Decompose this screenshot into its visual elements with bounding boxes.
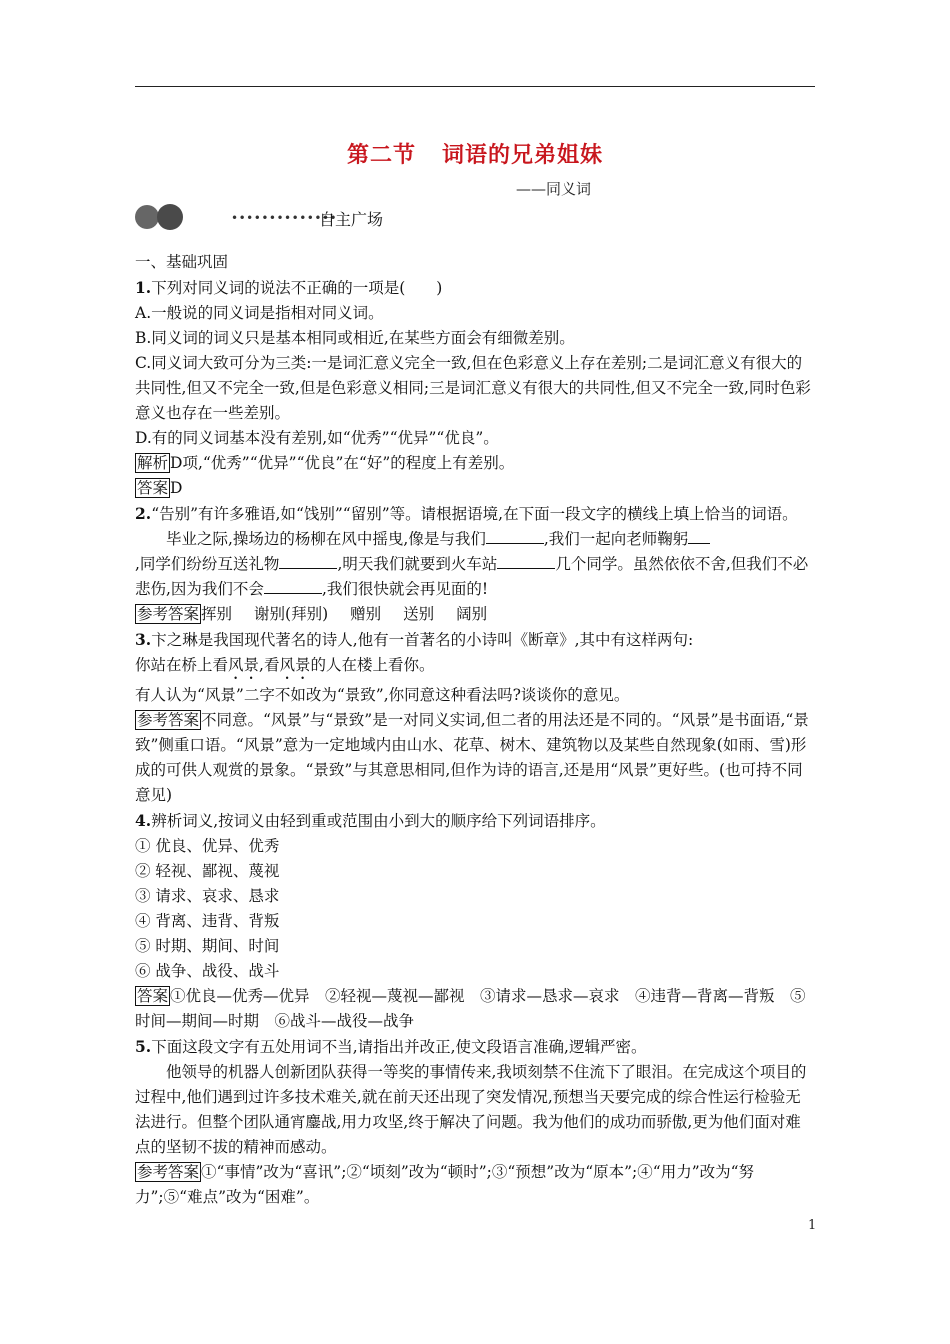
answer bbox=[135, 476, 815, 501]
answer-item: 挥别 bbox=[201, 605, 233, 623]
title-main: 词语的兄弟姐妹 bbox=[442, 142, 604, 168]
banner-circle-icon bbox=[157, 204, 183, 230]
blank-2 bbox=[688, 529, 710, 544]
analysis bbox=[135, 451, 815, 476]
answer-item: 阔别 bbox=[456, 605, 488, 623]
section-heading: 一、基础巩固 bbox=[135, 253, 229, 271]
header-rule bbox=[135, 86, 815, 87]
answer-tag: 参考答案 bbox=[137, 605, 200, 623]
passage: 他领导的机器人创新团队获得一等奖的事情传来,我顷刻禁不住流下了眼泪。在完成这个项目的过程中,他们遇到过许多技术难关,就在前天还出现了突发情况,预想当天要完成的综合性运行检验无法进行。但整个团队通宵鏖战,用力攻坚,终于解决了问题。我为他们的成功而骄傲,更为他们面对难点的坚韧不拔的精神而感动。 bbox=[135, 1063, 807, 1156]
emphasis-word: 风景 bbox=[279, 656, 311, 674]
list-item: ① 优良、优异、优秀 bbox=[135, 837, 280, 855]
question-stem: “告别”有许多雅语,如“饯别”“留别”等。请根据语境,在下面一段文字的横线上填上恰当的词语。 bbox=[151, 505, 798, 523]
question-number: 3. bbox=[135, 630, 152, 649]
banner-dots: •••••••••••••• bbox=[231, 211, 338, 225]
answer-tag: 参考答案 bbox=[137, 711, 200, 729]
exercise-content bbox=[135, 250, 815, 1210]
answer-text: 不同意。“风景”与“景致”是一对同义实词,但二者的用法还是不同的。“风景”是书面语,“景致”侧重口语。“风景”意为一定地域内由山水、花草、树木、建筑物以及某些自然现象(如雨、雪)形成的可供人观赏的景象。“景致”与其意思相同,但作为诗的语言,还是用“风景”更好些。(也可持不同意见) bbox=[135, 711, 809, 804]
question-1 bbox=[135, 275, 815, 301]
question-stem: 下列对同义词的说法不正确的一项是( ) bbox=[151, 279, 443, 297]
question-3 bbox=[135, 627, 815, 653]
answer-item: 赠别 bbox=[350, 605, 382, 623]
banner-circle-icon bbox=[135, 205, 159, 229]
answer-tag: 参考答案 bbox=[137, 1163, 200, 1181]
title-section: 第二节 bbox=[346, 142, 416, 168]
blank-3 bbox=[279, 554, 337, 569]
list-item: ⑤ 时期、期间、时间 bbox=[135, 937, 280, 955]
list-item: ③ 请求、哀求、恳求 bbox=[135, 887, 280, 905]
answer-text: ①优良—优秀—优异 ②轻视—蔑视—鄙视 ③请求—恳求—哀求 ④违背—背离—背叛 ⑤时间—期间—时期 ⑥战斗—战役—战争 bbox=[135, 987, 806, 1030]
answer-item: 谢别(拜别) bbox=[254, 605, 329, 623]
emphasis-word: 风景 bbox=[228, 656, 260, 674]
banner-label: 自主广场 bbox=[319, 210, 384, 229]
page-number: 1 bbox=[808, 1218, 817, 1233]
poem-lines: 你站在桥上看风景,看风景的人在楼上看你。 bbox=[135, 656, 435, 674]
question-number: 1. bbox=[135, 278, 152, 297]
option-b: B.同义词的词义只是基本相同或相近,在某些方面会有细微差别。 bbox=[135, 329, 575, 347]
question-stem: 辨析词义,按词义由轻到重或范围由小到大的顺序给下列词语排序。 bbox=[151, 812, 606, 830]
answer-item: 送别 bbox=[403, 605, 435, 623]
question-number: 4. bbox=[135, 811, 152, 830]
page-subtitle: ——同义词 bbox=[516, 180, 592, 198]
question-2 bbox=[135, 501, 815, 527]
list-item: ⑥ 战争、战役、战斗 bbox=[135, 962, 280, 980]
question-5 bbox=[135, 1034, 815, 1060]
question-number: 5. bbox=[135, 1037, 152, 1056]
list-item: ④ 背离、违背、背叛 bbox=[135, 912, 280, 930]
list-item: ② 轻视、鄙视、蔑视 bbox=[135, 862, 280, 880]
answer-tag: 答案 bbox=[137, 987, 169, 1005]
question-prompt: 有人认为“风景”二字不如改为“景致”,你同意这种看法吗?谈谈你的意见。 bbox=[135, 686, 630, 704]
page-title bbox=[0, 138, 950, 169]
answer-tag: 答案 bbox=[137, 479, 169, 497]
answer bbox=[135, 708, 815, 808]
option-a: A.一般说的同义词是指相对同义词。 bbox=[135, 304, 384, 322]
analysis-tag: 解析 bbox=[137, 454, 169, 472]
fill-blank-passage: 毕业之际,操场边的杨柳在风中摇曳,像是与我们 ,我们一起向老师鞠躬 ,同学们纷纷互送礼物 ,明天我们就要到火车站 几个同学。虽然依依不舍,但我们不必悲伤,因为我们不会 ,我们很快就会再见面的! bbox=[135, 530, 809, 598]
option-d: D.有的同义词基本没有差别,如“优秀”“优异”“优良”。 bbox=[135, 429, 499, 447]
option-c: C.同义词大致可分为三类:一是词汇意义完全一致,但在色彩意义上存在差别;二是词汇意义有很大的共同性,但又不完全一致,但是色彩意义相同;三是词汇意义有很大的共同性,但又不完全一致,同时色彩意义也存在一些差别。 bbox=[135, 354, 811, 422]
blank-5 bbox=[264, 579, 322, 594]
answer-text: D bbox=[170, 479, 183, 497]
answer bbox=[135, 984, 815, 1034]
blank-1 bbox=[486, 529, 544, 544]
question-number: 2. bbox=[135, 504, 152, 523]
answer bbox=[135, 602, 815, 627]
answer bbox=[135, 1160, 815, 1210]
analysis-text: D项,“优秀”“优异”“优良”在“好”的程度上有差别。 bbox=[170, 454, 515, 472]
question-stem: 下面这段文字有五处用词不当,请指出并改正,使文段语言准确,逻辑严密。 bbox=[151, 1038, 647, 1056]
answer-text: ①“事情”改为“喜讯”;②“顷刻”改为“顿时”;③“预想”改为“原本”;④“用力”改为“努力”;⑤“难点”改为“困难”。 bbox=[135, 1163, 755, 1206]
blank-4 bbox=[497, 554, 555, 569]
question-stem: 卞之琳是我国现代著名的诗人,他有一首著名的小诗叫《断章》,其中有这样两句: bbox=[151, 631, 694, 649]
question-4 bbox=[135, 808, 815, 834]
section-banner bbox=[135, 201, 535, 231]
